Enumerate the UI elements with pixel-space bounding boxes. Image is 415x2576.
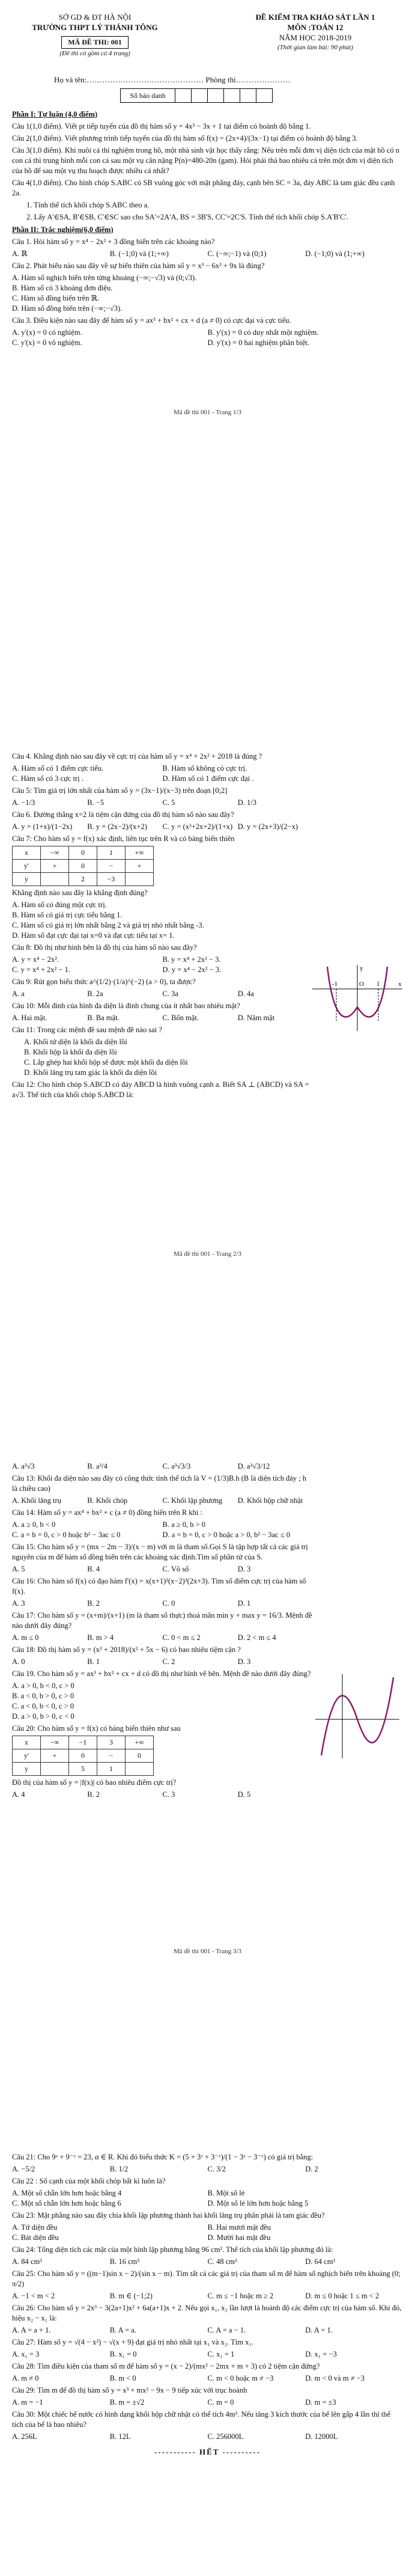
option-d[interactable]: D. 1 (237, 1599, 251, 1608)
options-12 (12, 1461, 313, 1472)
option-a[interactable]: A. a³√3 (12, 1462, 35, 1470)
option-c[interactable]: C. 3a (162, 990, 178, 998)
option-b[interactable]: B. y = x⁴ + 2x² − 3. (162, 955, 221, 964)
option-a[interactable]: A. y = x⁴ − 2x². (12, 955, 59, 964)
options-3 (12, 328, 403, 348)
page-footer: Mã đề thi 001 - Trang 1/3 (173, 409, 242, 416)
option-d[interactable]: D. a³√3/12 (237, 1462, 270, 1470)
option-d[interactable]: D. 2 < m ≤ 4 (237, 1633, 276, 1642)
page4-content (12, 2152, 403, 2459)
option-c[interactable]: C. Hàm số có 3 cực trị . (12, 774, 83, 783)
question-25: Câu 25: Cho hàm số y = ((m−1)sin x − 2)/(sin x − m). Tìm tất cả các giá trị của tham số m để hàm số nghịch biến trên khoảng (0; π/2) (12, 2269, 401, 2288)
option-a[interactable]: A. y = (1+x)/(1−2x) (12, 822, 73, 831)
option-d[interactable]: D. 2 (305, 2165, 318, 2173)
page-2 (0, 709, 415, 1419)
exam-title: ĐỀ KIỂM TRA KHẢO SÁT LẦN 1 (255, 13, 375, 22)
variation-table: x −∞ −1 3 +∞ y' + 0 − 0 y 5 1 (12, 1736, 154, 1776)
option-a[interactable]: A. A = a + 1. (12, 2326, 51, 2334)
options-9 (12, 989, 313, 999)
options-17 (12, 1633, 313, 1643)
question-essay-4: Câu 4(1,0 điểm). Cho hình chóp S.ABC có SB vuông góc với mặt phẳng đáy, cạnh bên SC = 3a, đáy ABC là tam giác đều cạnh 2a. (12, 179, 395, 197)
option-b[interactable]: B. 2 (87, 1599, 100, 1608)
option-a[interactable]: A. x₁ = 3 (12, 2350, 40, 2358)
option-a[interactable]: A. a > 0, b < 0, c > 0 (12, 1681, 74, 1690)
option-a[interactable]: A. Một số chẵn lớn hơn hoặc bằng 4 (12, 2189, 122, 2197)
option-b[interactable]: B. a < 0, b > 0, c > 0 (12, 1692, 74, 1700)
question-21: Câu 21: Cho 9ˣ + 9⁻ˣ = 23, α ∈ R. Khi đó biểu thức K = (5 + 3ˣ + 3⁻ˣ)/(1 − 3ˣ − 3⁻ˣ) có giá trị bằng: (12, 2153, 314, 2161)
option-d[interactable]: D. 3 (237, 1657, 251, 1666)
question-27: Câu 27: Hàm số y = √(4 − x²) − √(x + 9) đạt giá trị nhỏ nhất tại x₁ và x₂. Tìm x₁. (12, 2338, 253, 2346)
option-a[interactable]: A. Khối lăng trụ (12, 1496, 61, 1505)
question-20-prompt: Đồ thị của hàm số y = |f(x)| có bao nhiêu điểm cực trị? (12, 1778, 177, 1787)
page-footer: Mã đề thi 001 - Trang 2/3 (173, 1250, 242, 1258)
option-c[interactable]: C. 48 cm³ (207, 2257, 237, 2266)
option-b[interactable]: B. x₁ = 0 (109, 2350, 137, 2358)
options-10 (12, 1013, 313, 1023)
option-c[interactable]: C. y = x⁴ + 2x² − 1. (12, 965, 70, 974)
option-a[interactable]: A. Hai mặt. (12, 1014, 47, 1022)
page3-content (12, 1461, 313, 1802)
department: SỞ GD & ĐT HÀ NỘI (58, 13, 132, 22)
options-4 (12, 763, 313, 784)
option-d[interactable]: D. a = b = 0, c > 0 hoặc a > 0, b² − 3ac ≤ 0 (162, 1531, 290, 1539)
options-7 (12, 900, 313, 941)
option-a[interactable]: A. ℝ (12, 249, 28, 258)
option-a[interactable]: A. Tứ diện đều (12, 2223, 58, 2232)
question-7-prompt: Khẳng định nào sau đây là khẳng định đúng? (12, 889, 148, 897)
option-d[interactable]: D. Hàm số đồng biến trên (−∞;−√3). (12, 304, 123, 313)
question-15: Câu 15: Cho hàm số y = (mx − 2m − 3)/(x − m) với m là tham số.Gọi S là tập hợp tất cả các giá trị nguyên của m để hàm số đồng biến trên các khoảng xác định.Tìm số phần tử của S. (12, 1543, 308, 1561)
exam-code: MÃ ĐỀ THI: 001 (61, 36, 128, 49)
question-9: Câu 9: Rút gọn biểu thức a^(1/2)·(1/a)^(−2) (a > 0), ta được? (12, 977, 196, 986)
end-marker: ----------- HẾT ---------- (154, 2447, 261, 2456)
option-a[interactable]: A. Khối tứ diện là khối đa diện lồi (24, 1038, 127, 1046)
option-d[interactable]: D. Năm mặt (237, 1014, 275, 1022)
option-d[interactable]: D. m = ±3 (305, 2398, 336, 2406)
options-30 (12, 2432, 403, 2442)
question-24: Câu 24: Tổng diện tích các mặt của một hình lập phương bằng 96 cm². Thể tích của khối lập phương đó là: (12, 2245, 333, 2254)
option-b[interactable]: B. m ∈ (−1;2) (109, 2292, 153, 2300)
question-12: Câu 12: Cho hình chóp S.ABCD có đáy ABCD là hình vuông cạnh a. Biết SA ⊥ (ABCD) và SA = a√3. Thể tích của khối chóp S.ABCD là: (12, 1080, 309, 1099)
option-c[interactable]: C. 5 (162, 798, 175, 807)
options-23 (12, 2223, 403, 2243)
option-c[interactable]: C. 256000L (207, 2432, 244, 2441)
option-b[interactable]: B. y = (2x−2)/(x+2) (87, 822, 147, 831)
option-a[interactable]: A. −5/2 (12, 2165, 35, 2173)
option-d[interactable]: D. y = x⁴ − 2x² − 3. (162, 965, 222, 974)
option-c[interactable]: C. Khối lập phương (162, 1496, 222, 1505)
question-essay-2: Câu 2(1,0 điểm). Viết phương trình tiếp tuyến của đồ thị hàm số f(x) = (2x+4)/(3x−1) tại điểm có hoành độ bằng 3. (12, 134, 358, 142)
option-d[interactable]: D. y'(x) = 0 hai nghiệm phân biệt. (207, 338, 309, 347)
options-24 (12, 2257, 403, 2267)
option-a[interactable]: A. −1/3 (12, 798, 35, 807)
option-c[interactable]: C. Hàm số đồng biến trên ℝ. (12, 294, 100, 302)
options-14 (12, 1520, 313, 1540)
variation-table: x −∞ 0 1 +∞ y' + 0 − + y 2 −3 (12, 846, 154, 886)
options-28 (12, 2373, 403, 2384)
question-10: Câu 10: Mỗi đỉnh của hình đa diện là đỉnh chung của ít nhất bao nhiêu mặt? (12, 1002, 240, 1010)
option-c[interactable]: C. Một số chẵn lớn hơn hoặc bằng 6 (12, 2199, 121, 2207)
candidate-number-box (120, 88, 273, 103)
quartic-graph (309, 962, 405, 1034)
option-c[interactable]: C. Bốn mặt. (162, 1014, 199, 1022)
options-15 (12, 1564, 313, 1574)
option-b[interactable]: B. −5 (87, 798, 105, 807)
question-8: Câu 8: Đồ thị như hình bên là đồ thị của hàm số nào sau đây? (12, 943, 197, 952)
question-7: Câu 7: Cho hàm số y = f(x) xác định, liên tục trên R và có bảng biến thiên (12, 834, 235, 843)
option-b[interactable]: B. 12L (109, 2432, 131, 2441)
option-a[interactable]: A. m ≤ 0 (12, 1633, 39, 1642)
options-29 (12, 2397, 403, 2408)
option-a[interactable]: A. m = −1 (12, 2398, 43, 2406)
subject: MÔN :TOÁN 12 (287, 23, 344, 32)
question-19: Câu 19. Cho hàm số y = ax³ + bx² + cx + d có đồ thị như hình vẽ bên. Mệnh đề nào dưới đây đúng? (12, 1669, 311, 1678)
option-d[interactable]: D. x₁ = −3 (305, 2350, 337, 2358)
question-28: Câu 28: Tìm điều kiện của tham số m để hàm số y = (x − 2)/(mx² − 2mx + m + 3) có 2 tiệm cận đứng? (12, 2362, 320, 2370)
options-22 (12, 2188, 403, 2209)
question-essay-3: Câu 3(1,0 điểm). Khi nuôi cá thí nghiệm trong hồ, một nhà sinh vật học thấy rằng: Nếu trên mỗi đơn vị diện tích của mặt hồ có n con cá thì trung bình mỗi con cá sau một vụ cân nặng P(n)=480-20n (gam). Hỏi phải thả bao nhiêu cá trên một đơn vị diện tích của hồ để sau một vụ thu hoạch được nhiều cá nhất? (12, 146, 400, 175)
option-b[interactable]: B. A = a. (109, 2326, 136, 2334)
graph-label-1: 1 (377, 981, 380, 988)
school-name: TRƯỜNG THPT LÝ THÁNH TÔNG (32, 23, 158, 32)
option-d[interactable]: D. m ≤ 0 hoặc 1 ≤ m < 2 (305, 2292, 380, 2300)
options-11 (12, 1037, 313, 1078)
option-b[interactable]: B. Hai mươi mặt đều (207, 2223, 271, 2232)
option-d[interactable]: D. 3 (237, 1565, 251, 1573)
option-d[interactable]: D. Hàm số đạt cực đại tại x=0 và đạt cực tiểu tại x= 1. (12, 931, 175, 940)
option-d[interactable]: D. A = 1. (305, 2326, 333, 2334)
option-c[interactable]: C. a < 0, b < 0, c > 0 (12, 1702, 74, 1710)
options-5 (12, 798, 313, 808)
options-1 (12, 249, 403, 259)
question-23: Câu 23: Mặt phẳng nào sau đây chia khối lập phương thành hai khối lăng trụ phân phải là tam giác đều? (12, 2211, 325, 2220)
graph-label-minus1: -1 (332, 981, 338, 988)
option-d[interactable]: D. 12000L (305, 2432, 338, 2441)
options-19 (12, 1681, 313, 1722)
option-d[interactable]: D. 1/3 (237, 798, 256, 807)
question-26: Câu 26: Cho hàm số y = 2x³ − 3(2a+1)x² + 6a(a+1)x + 2. Nếu gọi x₁, x₂ lần lượt là hoành độ các điểm cực trị của hàm số. Khi đó, hiệu x₂ − x₁ là: (12, 2304, 402, 2322)
option-c[interactable]: C. m ≤ −1 hoặc m ≥ 2 (207, 2292, 274, 2300)
option-c[interactable]: C. 3 (162, 1790, 175, 1799)
option-c[interactable]: C. (−∞;−1) và (0;1) (207, 249, 267, 258)
option-b[interactable]: B. 2 (87, 1790, 100, 1799)
options-13 (12, 1496, 313, 1506)
options-27 (12, 2349, 403, 2360)
question-essay-1: Câu 1(1,0 điểm). Viết pt tiếp tuyến của đồ thị hàm số y = 4x³ − 3x + 1 tại điểm có hoành độ bằng 1. (12, 122, 311, 130)
options-16 (12, 1599, 313, 1609)
graph-label-y: y (360, 965, 363, 972)
name-line: Họ và tên:……………………………………… Phòng thi………………… (54, 75, 291, 84)
option-a[interactable]: A. a (12, 990, 25, 998)
options-6 (12, 822, 313, 832)
question-5: Câu 5: Tìm giá trị lớn nhất của hàm số y = (3x−1)/(x−3) trên đoạn [0;2] (12, 786, 228, 795)
question-20: Câu 20: Cho hàm số y = f(x) có bảng biến thiên như sau (12, 1724, 181, 1733)
option-b[interactable]: B. a ≥ 0, b > 0 (162, 1520, 206, 1529)
option-b[interactable]: B. (−1;0) và (1;+∞) (109, 249, 169, 258)
question-11: Câu 11: Trong các mệnh đề sau mệnh đề nào sai ? (12, 1026, 162, 1034)
option-c[interactable]: C. Hàm số có giá trị lớn nhất bằng 2 và giá trị nhỏ nhất bằng -3. (12, 921, 204, 929)
question-list (12, 237, 403, 348)
graph-label-origin: O (359, 981, 364, 988)
option-c[interactable]: C. m = 0 (207, 2398, 234, 2406)
question-17: Câu 17: Cho hàm số y = (x+m)/(x+1) (m là tham số thực) thoả mãn min y + max y = 16/3. Mệnh đề nào dưới đây đúng? (12, 1611, 312, 1630)
option-b[interactable]: B. 16 cm³ (109, 2257, 139, 2266)
page-4 (0, 2128, 415, 2576)
options-8 (12, 955, 313, 975)
school-year: NĂM HỌC 2018-2019 (279, 33, 352, 42)
option-b[interactable]: B. a³/4 (87, 1462, 108, 1470)
option-c[interactable]: C. Vô số (162, 1565, 189, 1573)
option-d[interactable]: D. Mười hai mặt đều (207, 2233, 271, 2242)
page-1 (0, 0, 415, 709)
option-c[interactable]: C. Bát diện đều (12, 2233, 59, 2242)
option-a[interactable]: A. 5 (12, 1565, 25, 1573)
option-d[interactable]: D. Một số lẻ lớn hơn hoặc bằng 5 (207, 2199, 309, 2207)
options-26 (12, 2325, 403, 2336)
option-b[interactable]: B. Khối chóp (87, 1496, 128, 1505)
option-d[interactable]: D. Khối lăng trụ tam giác là khối đa diện lồi (24, 1068, 157, 1077)
option-a[interactable]: A. m ≠ 0 (12, 2374, 39, 2382)
option-c[interactable]: C. y = (x²+2x+2)/(1+x) (162, 822, 233, 831)
option-d[interactable]: D. 5 (237, 1790, 251, 1799)
option-b[interactable]: B. Khối hộp là khối đa diện lồi (24, 1048, 117, 1056)
page-count-note: (Đề thi có gồm có 4 trang) (59, 50, 130, 57)
sbd-label: Số báo danh (121, 89, 175, 102)
question-13: Câu 13: Khối đa diện nào sau đây có công thức tính thể tích là V = (1/3)B.h (B là diện tích đáy ; h là chiều cao) (12, 1474, 307, 1493)
page2-content (12, 751, 313, 1102)
option-a[interactable]: A. a ≥ 0, b < 0 (12, 1520, 56, 1529)
part1-content (12, 109, 403, 350)
option-a[interactable]: A. 0 (12, 1657, 25, 1666)
option-c[interactable]: C. 0 < m ≤ 2 (162, 1633, 201, 1642)
question-essay-4-1: 1. Tính thể tích khối chóp S.ABC theo a. (26, 201, 150, 209)
option-b[interactable]: B. Ba mặt. (87, 1014, 120, 1022)
option-c[interactable]: C. a³√3/3 (162, 1462, 191, 1470)
option-a[interactable]: A. y'(x) = 0 có nghiệm. (12, 328, 82, 337)
option-c[interactable]: C. A = a − 1. (207, 2326, 246, 2334)
option-a[interactable]: A. Hàm số nghịch biến trên từng khoảng (−∞;−√3) và (0;√3). (12, 274, 197, 282)
option-c[interactable]: C. x₁ = 1 (207, 2350, 235, 2358)
option-d[interactable]: D. m < 0 và m ≠ −3 (305, 2374, 365, 2382)
option-b[interactable]: B. m = ±√2 (109, 2398, 145, 2406)
option-b[interactable]: B. Hàm số có giá trị cực tiểu bằng 1. (12, 911, 123, 919)
options-18 (12, 1657, 313, 1667)
graph-label-x: x (398, 981, 402, 988)
header-left (11, 12, 179, 59)
option-d[interactable]: D. y = (2x+3)/(2−x) (237, 822, 298, 831)
option-c[interactable]: C. y'(x) = 0 vô nghiệm. (12, 338, 82, 347)
question-2: Câu 2. Phát biểu nào sau đây về sự biến thiên của hàm số y = x³ − 6x² + 9x là đúng? (12, 262, 265, 270)
option-a[interactable]: A. −1 < m < 2 (12, 2292, 55, 2300)
question-29: Câu 29: Tìm m để đồ thị hàm số y = x³ + mx² − 9x − 9 tiếp xúc với trục hoành (12, 2386, 247, 2394)
option-a[interactable]: A. Hàm số có đúng một cực trị. (12, 901, 107, 909)
option-a[interactable]: A. 3 (12, 1599, 25, 1608)
question-30: Câu 30: Một chiếc bể nước có hình dạng khối hộp chữ nhật có thể tích 4m³. Nếu tăng 3 kích thước của bể lên gấp 4 lần thì thể tích của bể là bao nhiêu? (12, 2410, 391, 2429)
options-25 (12, 2291, 403, 2301)
option-c[interactable]: C. Lắp ghép hai khối hộp sẽ được một khối đa diện lồi (24, 1058, 188, 1066)
page-footer: Mã đề thi 001 - Trang 3/3 (173, 1948, 242, 1955)
page-3 (0, 1419, 415, 2128)
option-b[interactable]: B. m > 4 (87, 1633, 114, 1642)
cubic-graph (312, 1671, 402, 1761)
header-right (228, 12, 402, 53)
option-d[interactable]: D. 4a (237, 990, 254, 998)
option-d[interactable]: D. (−1;0) và (1;+∞) (305, 249, 365, 258)
option-d[interactable]: D. a > 0, b > 0, c < 0 (12, 1712, 74, 1721)
time-note: (Thời gian làm bài: 90 phút) (277, 44, 353, 51)
option-b[interactable]: B. 1/2 (109, 2165, 129, 2173)
part2-title: Phần II: Trắc nghiệm(6,0 điểm) (12, 225, 114, 234)
option-b[interactable]: B. m < 0 (109, 2374, 136, 2382)
option-b[interactable]: B. Một số lẻ (207, 2189, 245, 2197)
part1-title: Phần I: Tự luận (4,0 điểm) (12, 110, 98, 118)
option-a[interactable]: A. 84 cm³ (12, 2257, 42, 2266)
options-20 (12, 1790, 313, 1800)
option-a[interactable]: A. 4 (12, 1790, 25, 1799)
option-c[interactable]: C. m < 0 hoặc m ≠ −3 (207, 2374, 274, 2382)
question-6: Câu 6. Đường thẳng x=2 là tiệm cận đứng của đồ thị hàm số nào sau đây? (12, 810, 234, 819)
question-16: Câu 16: Cho hàm số f(x) có đạo hàm f'(x) = x(x+1)²(x−2)³(2x+3). Tìm số điểm cực trị của hàm số f(x). (12, 1577, 306, 1595)
question-18: Câu 18: Đồ thị hàm số y = (x² + 2018)/(x² + 5x − 6) có bao nhiêu tiệm cận ? (12, 1645, 241, 1654)
option-c[interactable]: C. a = b = 0, c > 0 hoặc b² − 3ac ≤ 0 (12, 1531, 121, 1539)
question-22: Câu 22 : Số cạnh của một khối chóp bất kì luôn là? (12, 2177, 166, 2185)
option-b[interactable]: B. 4 (87, 1565, 100, 1573)
option-d[interactable]: D. Hàm số có 1 điểm cực đại . (162, 774, 254, 783)
option-a[interactable]: A. 256L (12, 2432, 37, 2441)
option-b[interactable]: B. 2a (87, 990, 103, 998)
options-2 (12, 273, 403, 314)
question-essay-4-2: 2. Lấy A'∈SA, B'∈SB, C'∈SC sao cho SA'=2A'A, BS = 3B'S, CC'=2C'S. Tính thể tích khối chóp S.A'B'C'. (26, 213, 348, 221)
option-b[interactable]: B. 1 (87, 1657, 100, 1666)
option-b[interactable]: B. Hàm số không có cực trị. (162, 764, 247, 772)
question-1: Câu 1. Hỏi hàm số y = x⁴ − 2x² + 3 đồng biến trên các khoảng nào? (12, 237, 215, 246)
options-21 (12, 2164, 403, 2174)
option-b[interactable]: B. Hàm số có 3 khoảng đơn điệu. (12, 284, 113, 292)
question-14: Câu 14: Hàm số y = ax⁴ + bx² + c (a ≠ 0) đồng biến trên R khi : (12, 1508, 202, 1517)
option-b[interactable]: B. y'(x) = 0 có duy nhất một nghiệm. (207, 328, 319, 337)
option-d[interactable]: D. 64 cm³ (305, 2257, 336, 2266)
option-a[interactable]: A. Hàm số có 1 điểm cực tiểu. (12, 764, 104, 772)
question-3: Câu 3. Điều kiện nào sau đây để hàm số y = ax³ + bx² + cx + d (a ≠ 0) có cực đại và cực tiểu. (12, 316, 291, 325)
option-c[interactable]: C. 2 (162, 1657, 175, 1666)
option-c[interactable]: C. 3/2 (207, 2165, 226, 2173)
option-d[interactable]: D. Khối hộp chữ nhật (237, 1496, 303, 1505)
option-c[interactable]: C. 0 (162, 1599, 175, 1608)
question-4: Câu 4. Khẳng định nào sau đây về cực trị của hàm số y = x⁴ + 2x² + 2018 là đúng ? (12, 752, 262, 760)
